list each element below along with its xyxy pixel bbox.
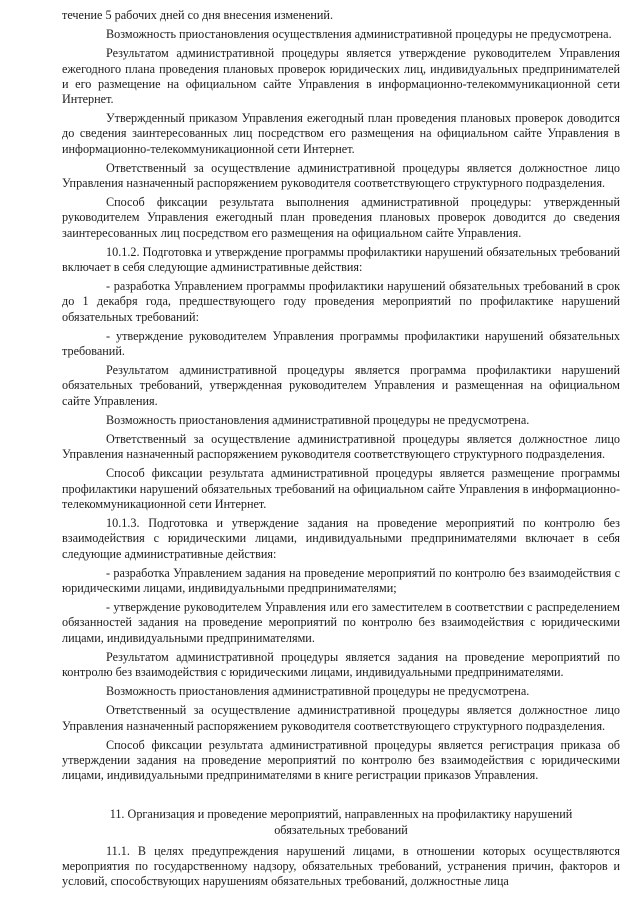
paragraph: Ответственный за осуществление административной процедуры является должностное лицо Управления назначенный распоряжением руководителя соответствующего структурного подразделения. (62, 432, 620, 462)
list-item: - разработка Управлением задания на проведение мероприятий по контролю без взаимодействия с юридическими лицами, индивидуальными предпринимателями; (62, 565, 620, 595)
list-item: - утверждение руководителем Управления программы профилактики нарушений обязательных требований. (62, 328, 620, 359)
paragraph-clause-11-1: 11.1. В целях предупреждения нарушений лицами, в отношении которых осуществляются мероприятия по государственному надзору, обязательных требований, устранения причин, факторов и условий, способствующих нарушениям обязательных требований, должностные лица (62, 843, 620, 889)
list-item: - разработка Управлением программы профилактики нарушений обязательных требований в срок до 1 декабря года, предшествующего году проведения мероприятий по профилактике нарушений обязательных требований: (62, 279, 620, 324)
section-heading (62, 807, 620, 837)
paragraph: Результатом административной процедуры является утверждение руководителем Управления ежегодного плана проведения плановых проверок юридических лиц, индивидуальных предпринимателей и его размещение на официальном сайте Управления в информационно-телекоммуникационной сети Интернет. (62, 46, 620, 107)
paragraph: Возможность приостановления осуществления административной процедуры не предусмотрена. (106, 27, 612, 42)
paragraph: Способ фиксации результата административной процедуры является регистрация приказа об утверждении задания на проведение мероприятий по контролю без взаимодействия с юридическими лицами, индивидуальными предпринимателями в книге регистрации приказов Управления. (62, 737, 620, 783)
paragraph: Ответственный за осуществление административной процедуры является должностное лицо Управления назначенный распоряжением руководителя соответствующего структурного подразделения. (62, 703, 620, 733)
paragraph-continuation: течение 5 рабочих дней со дня внесения изменений. (62, 8, 333, 22)
paragraph: Возможность приостановления административной процедуры не предусмотрена. (106, 684, 530, 699)
paragraph: Способ фиксации результата административной процедуры является размещение программы профилактики нарушений обязательных требований на официальном сайте Управления в информационно-телекоммуникационной сети Интернет. (62, 466, 620, 511)
paragraph-clause-10-1-3: 10.1.3. Подготовка и утверждение задания на проведение мероприятий по контролю без взаимодействия с юридическими лицами, индивидуальными предпринимателями включает в себя следующие административные действия: (62, 516, 620, 561)
section-heading-line-1: 11. Организация и проведение мероприятий, направленных на профилактику нарушений (109, 807, 573, 822)
paragraph: Результатом административной процедуры является задания на проведение мероприятий по контролю без взаимодействия с юридическими лицами, индивидуальными предпринимателями. (62, 649, 620, 679)
paragraph: Результатом административной процедуры является программа профилактики нарушений обязательных требований, утвержденная руководителем Управления и размещенная на официальном сайте Управления. (62, 363, 620, 408)
paragraph: Способ фиксации результата выполнения административной процедуры: утвержденный руководителем Управления ежегодный план проведения плановых проверок доводится до сведения заинтересованных лиц посредством его размещения на официальном сайте Управления. (62, 195, 620, 240)
paragraph: Утвержденный приказом Управления ежегодный план проведения плановых проверок доводится до сведения заинтересованных лиц посредством его размещения на официальном сайте Управления в информационно-телекоммуникационной сети Интернет. (62, 111, 620, 156)
paragraph: Ответственный за осуществление административной процедуры является должностное лицо Управления назначенный распоряжением руководителя соответствующего структурного подразделения. (62, 160, 620, 191)
paragraph: Возможность приостановления административной процедуры не предусмотрена. (106, 412, 530, 427)
list-item: - утверждение руководителем Управления или его заместителем в соответствии с распределением обязанностей задания на проведение мероприятий по контролю без взаимодействия с юридическими лицами, индивидуальными предпринимателями. (62, 600, 620, 645)
paragraph-clause-10-1-2: 10.1.2. Подготовка и утверждение программы профилактики нарушений обязательных требований включает в себя следующие административные действия: (62, 244, 620, 275)
section-heading-line-2: обязательных требований (274, 822, 408, 837)
